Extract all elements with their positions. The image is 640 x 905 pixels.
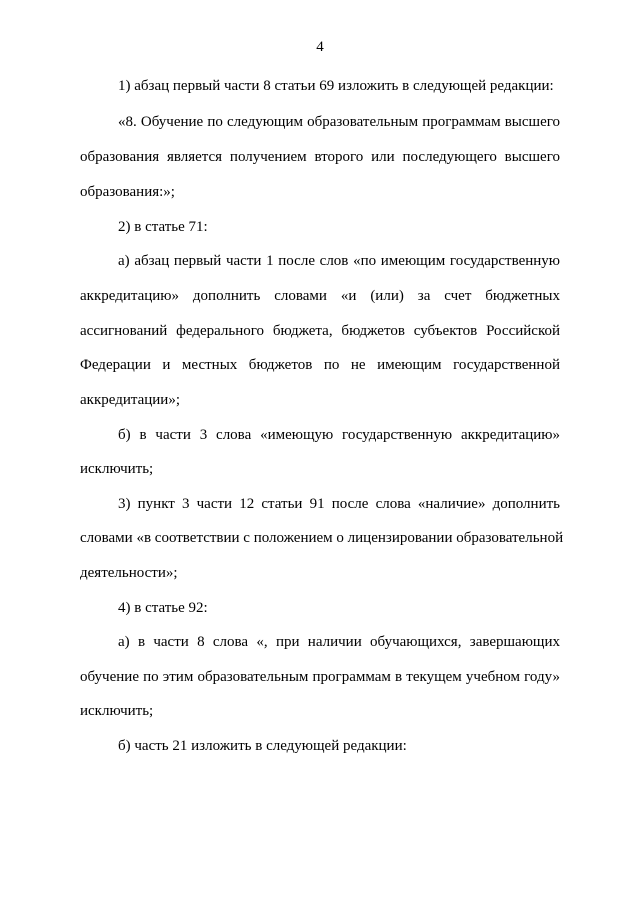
text-line-11: б) в части 3 слова «имеющую государственную аккредитацию» [118, 427, 560, 443]
page-number: 4 [316, 39, 324, 55]
text-line-1: 1) абзац первый части 8 статьи 69 изложить в следующей редакции: [118, 78, 554, 94]
text-line-7: аккредитацию» дополнить словами «и (или) за счет бюджетных [80, 288, 560, 304]
text-line-5: 2) в статье 71: [118, 219, 208, 235]
text-line-3: образования является получением второго или последующего высшего [80, 149, 560, 165]
text-line-6: а) абзац первый части 1 после слов «по имеющим государственную [118, 253, 560, 269]
text-line-4: образования:»; [80, 184, 175, 200]
text-line-16: 4) в статье 92: [118, 600, 208, 616]
text-line-9: Федерации и местных бюджетов по не имеющим государственной [80, 357, 560, 373]
text-line-2: «8. Обучение по следующим образовательным программам высшего [118, 114, 560, 130]
text-line-20: б) часть 21 изложить в следующей редакции: [118, 738, 407, 754]
text-line-13: 3) пункт 3 части 12 статьи 91 после слова «наличие» дополнить [118, 496, 560, 512]
text-line-17: а) в части 8 слова «, при наличии обучающихся, завершающих [118, 634, 560, 650]
text-line-14: словами «в соответствии с положением о лицензировании образовательной [80, 530, 564, 546]
text-line-8: ассигнований федерального бюджета, бюджетов субъектов Российской [80, 323, 560, 339]
text-line-10: аккредитации»; [80, 392, 180, 408]
text-line-15: деятельности»; [80, 565, 178, 581]
text-line-19: исключить; [80, 703, 154, 719]
text-line-18: обучение по этим образовательным программам в текущем учебном году» [80, 669, 560, 685]
text-line-12: исключить; [80, 461, 154, 477]
